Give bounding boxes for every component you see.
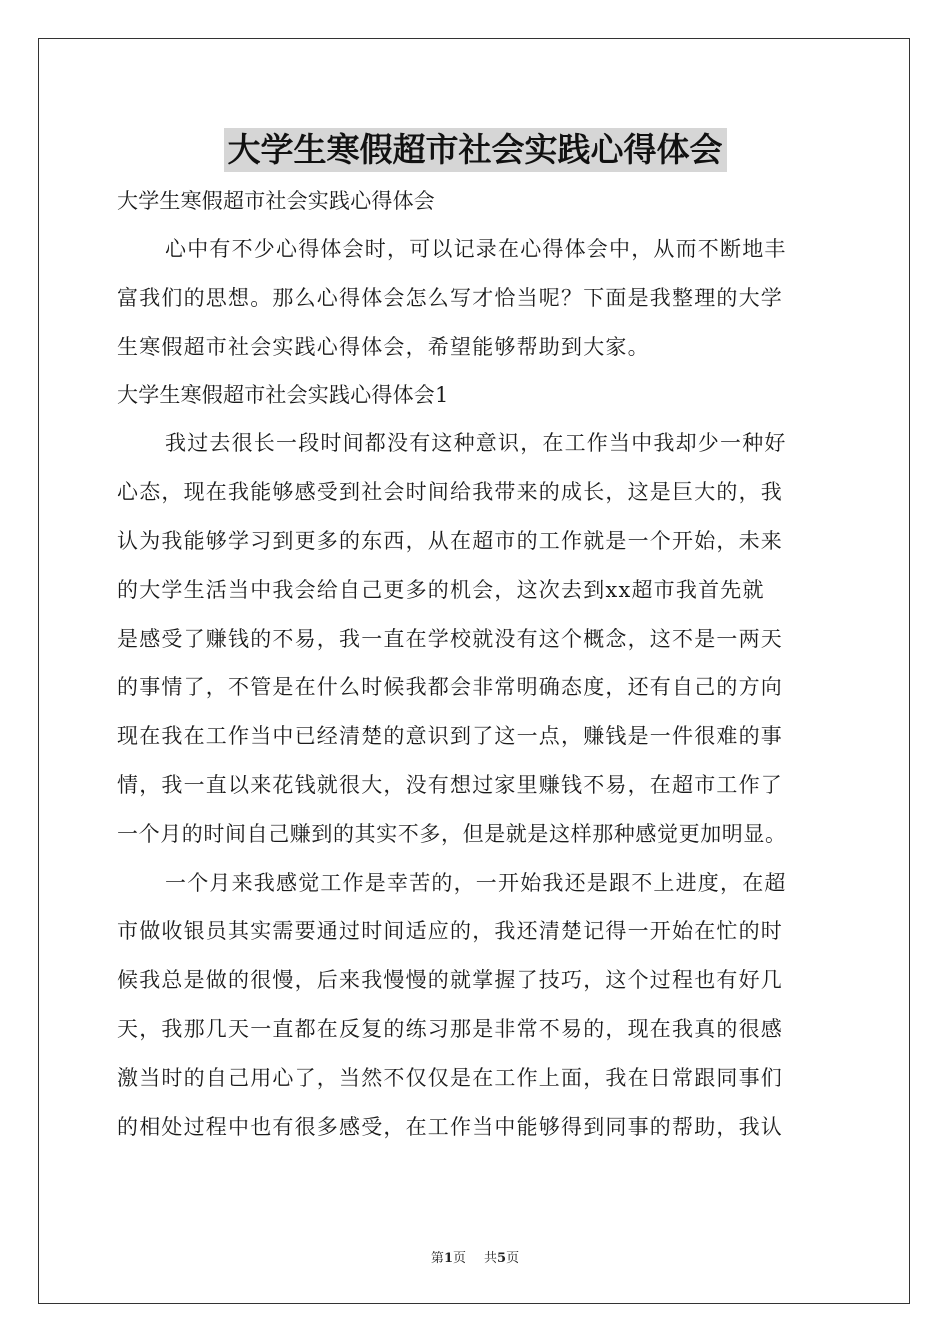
paragraph-line: 候我总是做的很慢，后来我慢慢的就掌握了技巧，这个过程也有好几 [117, 968, 783, 993]
paragraph-1 [117, 419, 837, 858]
paragraph-line: 天，我那几天一直都在反复的练习那是非常不易的，现在我真的很感 [117, 1016, 783, 1041]
total-suffix: 页 [506, 1251, 520, 1266]
paragraph-line: 的相处过程中也有很多感受，在工作当中能够得到同事的帮助，我认 [117, 1114, 783, 1139]
paragraph-line: 现在我在工作当中已经清楚的意识到了这一点，赚钱是一件很难的事 [117, 724, 783, 749]
page-number: 1 [443, 1251, 453, 1266]
paragraph-line: 一个月的时间自己赚到的其实不多，但是就是这样那种感觉更加明显。 [117, 821, 787, 846]
page-suffix: 页 [452, 1251, 466, 1266]
document-subtitle: 大学生寒假超市社会实践心得体会 [117, 189, 435, 213]
intro-line: 生寒假超市社会实践心得体会，希望能够帮助到大家。 [117, 334, 650, 359]
paragraph-line: 我过去很长一段时间都没有这种意识，在工作当中我却少一种好 [165, 431, 787, 456]
paragraph-line: 是感受了赚钱的不易，我一直在学校就没有这个概念，这不是一两天 [117, 626, 783, 651]
document-title: 大学生寒假超市社会实践心得体会 [224, 128, 727, 172]
paragraph-2 [117, 859, 837, 1152]
section-heading: 大学生寒假超市社会实践心得体会1 [117, 383, 449, 408]
paragraph-line: 的事情了，不管是在什么时候我都会非常明确态度，还有自己的方向 [117, 675, 783, 700]
intro-line: 心中有不少心得体会时，可以记录在心得体会中，从而不断地丰 [165, 237, 787, 261]
paragraph-line: 认为我能够学习到更多的东西，从在超市的工作就是一个开始，未来 [117, 528, 783, 553]
page-prefix: 第 [430, 1251, 444, 1266]
total-pages: 5 [497, 1251, 507, 1266]
paragraph-line: 激当时的自己用心了，当然不仅仅是在工作上面，我在日常跟同事们 [117, 1065, 783, 1090]
intro-line: 富我们的思想。那么心得体会怎么写才恰当呢？下面是我整理的大学 [117, 285, 783, 310]
paragraph-line: 市做收银员其实需要通过时间适应的，我还清楚记得一开始在忙的时 [117, 919, 783, 944]
document-body [117, 177, 837, 1151]
paragraph-line: 一个月来我感觉工作是幸苦的，一开始我还是跟不上进度，在超 [165, 870, 787, 895]
total-prefix: 共 [484, 1251, 498, 1266]
paragraph-line: 心态，现在我能够感受到社会时间给我带来的成长，这是巨大的，我 [117, 480, 783, 505]
title-container [0, 128, 950, 172]
paragraph-line: 的大学生活当中我会给自己更多的机会，这次去到xx超市我首先就 [117, 577, 765, 602]
page-footer [0, 1247, 950, 1266]
intro-paragraph [117, 225, 837, 371]
paragraph-line: 情，我一直以来花钱就很大，没有想过家里赚钱不易，在超市工作了 [117, 772, 783, 797]
